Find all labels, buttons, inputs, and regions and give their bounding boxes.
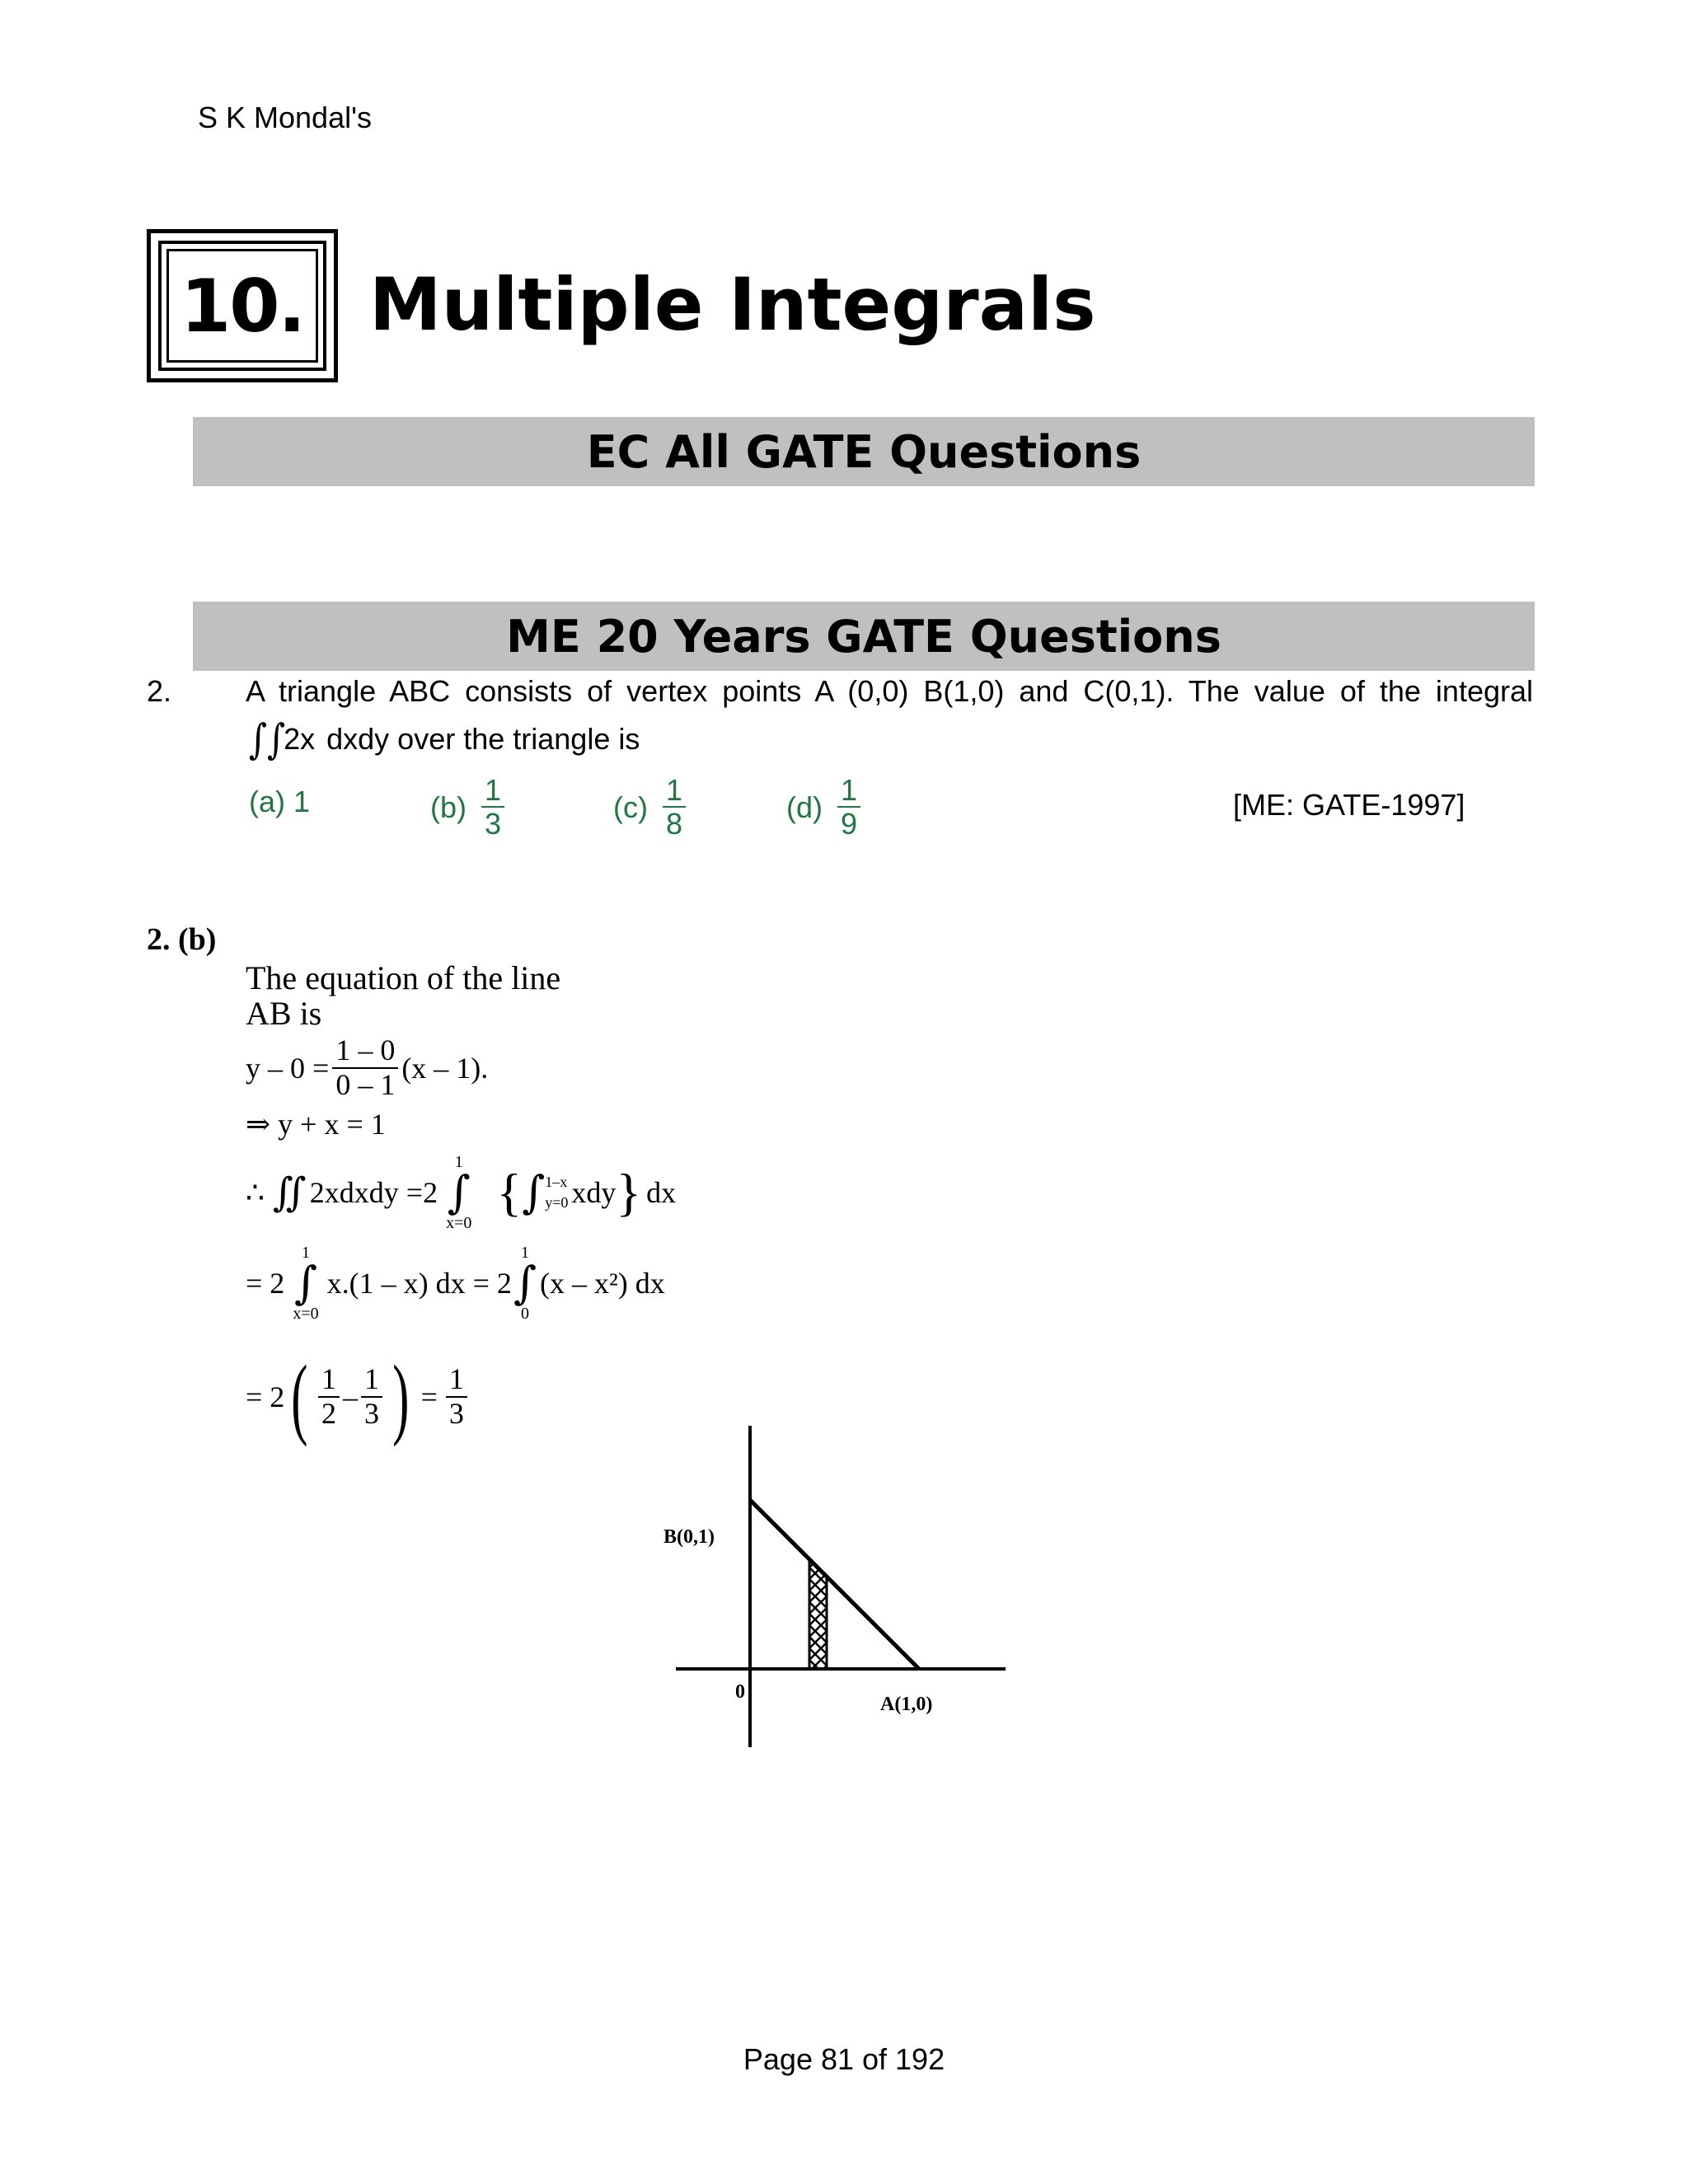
option-a-label: (a) <box>249 785 285 818</box>
chapter-title: Multiple Integrals <box>369 262 1096 347</box>
hypotenuse-line <box>750 1500 919 1669</box>
me-questions-banner: ME 20 Years GATE Questions <box>193 602 1535 671</box>
option-a-value: 1 <box>293 785 311 818</box>
option-d-label: (d) <box>786 790 823 824</box>
label-origin: 0 <box>735 1681 745 1703</box>
option-c-label: (c) <box>613 790 648 824</box>
equation-result: = 2 ( 1 2 – 1 3 ) = $\frac{1}{3}$ <box>246 1352 471 1442</box>
ec-questions-banner: EC All GATE Questions <box>193 417 1535 486</box>
equation-simplified-integral: = 2 1 ∫ x=0 x.(1 – x) dx = 2 1 ∫ 0 (x – x²) dx <box>246 1244 665 1323</box>
answer-text-line2: AB is <box>246 995 322 1032</box>
chapter-number-box <box>147 229 338 382</box>
question-integral-line <box>246 715 640 763</box>
chapter-number: 10. <box>181 263 304 349</box>
option-b <box>430 775 504 840</box>
equation-double-integral: ∴ ∬ 2xdxdy =2 1 ∫ x=0 { ∫ 1–x y=0 xdy } dx <box>246 1153 677 1232</box>
option-c-fraction: $\frac{1}{8}$ <box>663 775 686 840</box>
label-a: A(1,0) <box>880 1694 933 1715</box>
question-text: A triangle ABC consists of vertex points A (0,0) B(1,0) and C(0,1). The value of the integral <box>246 674 1533 708</box>
option-d <box>786 775 860 840</box>
answer-text-line1: The equation of the line <box>246 959 561 996</box>
equation-line-ab: y – 0 = $\frac{1 - 0}{0 - 1}$ (x – 1). <box>246 1033 489 1101</box>
option-c <box>613 775 686 840</box>
answer-label: 2. (b) <box>147 922 217 957</box>
label-b: B(0,1) <box>663 1526 715 1548</box>
triangle-region-diagram <box>659 1418 1022 1764</box>
question-source: [ME: GATE-1997] <box>1233 788 1465 822</box>
equation-implies: ⇒ y + x = 1 <box>246 1108 386 1141</box>
question-number: 2. <box>147 674 172 708</box>
hatched-strip <box>809 1559 827 1669</box>
author-header: S K Mondal's <box>198 101 372 134</box>
option-b-fraction: $\frac{1}{3}$ <box>481 775 504 840</box>
page-number-footer: Page 81 of 192 <box>743 2042 945 2076</box>
option-a <box>249 785 310 819</box>
question-text-line2: dxdy over the triangle is <box>326 722 640 756</box>
double-integral-sign: ∫∫ <box>248 715 286 763</box>
integrand: 2x <box>284 722 316 756</box>
option-d-fraction: $\frac{1}{9}$ <box>837 775 860 840</box>
option-b-label: (b) <box>430 790 467 824</box>
